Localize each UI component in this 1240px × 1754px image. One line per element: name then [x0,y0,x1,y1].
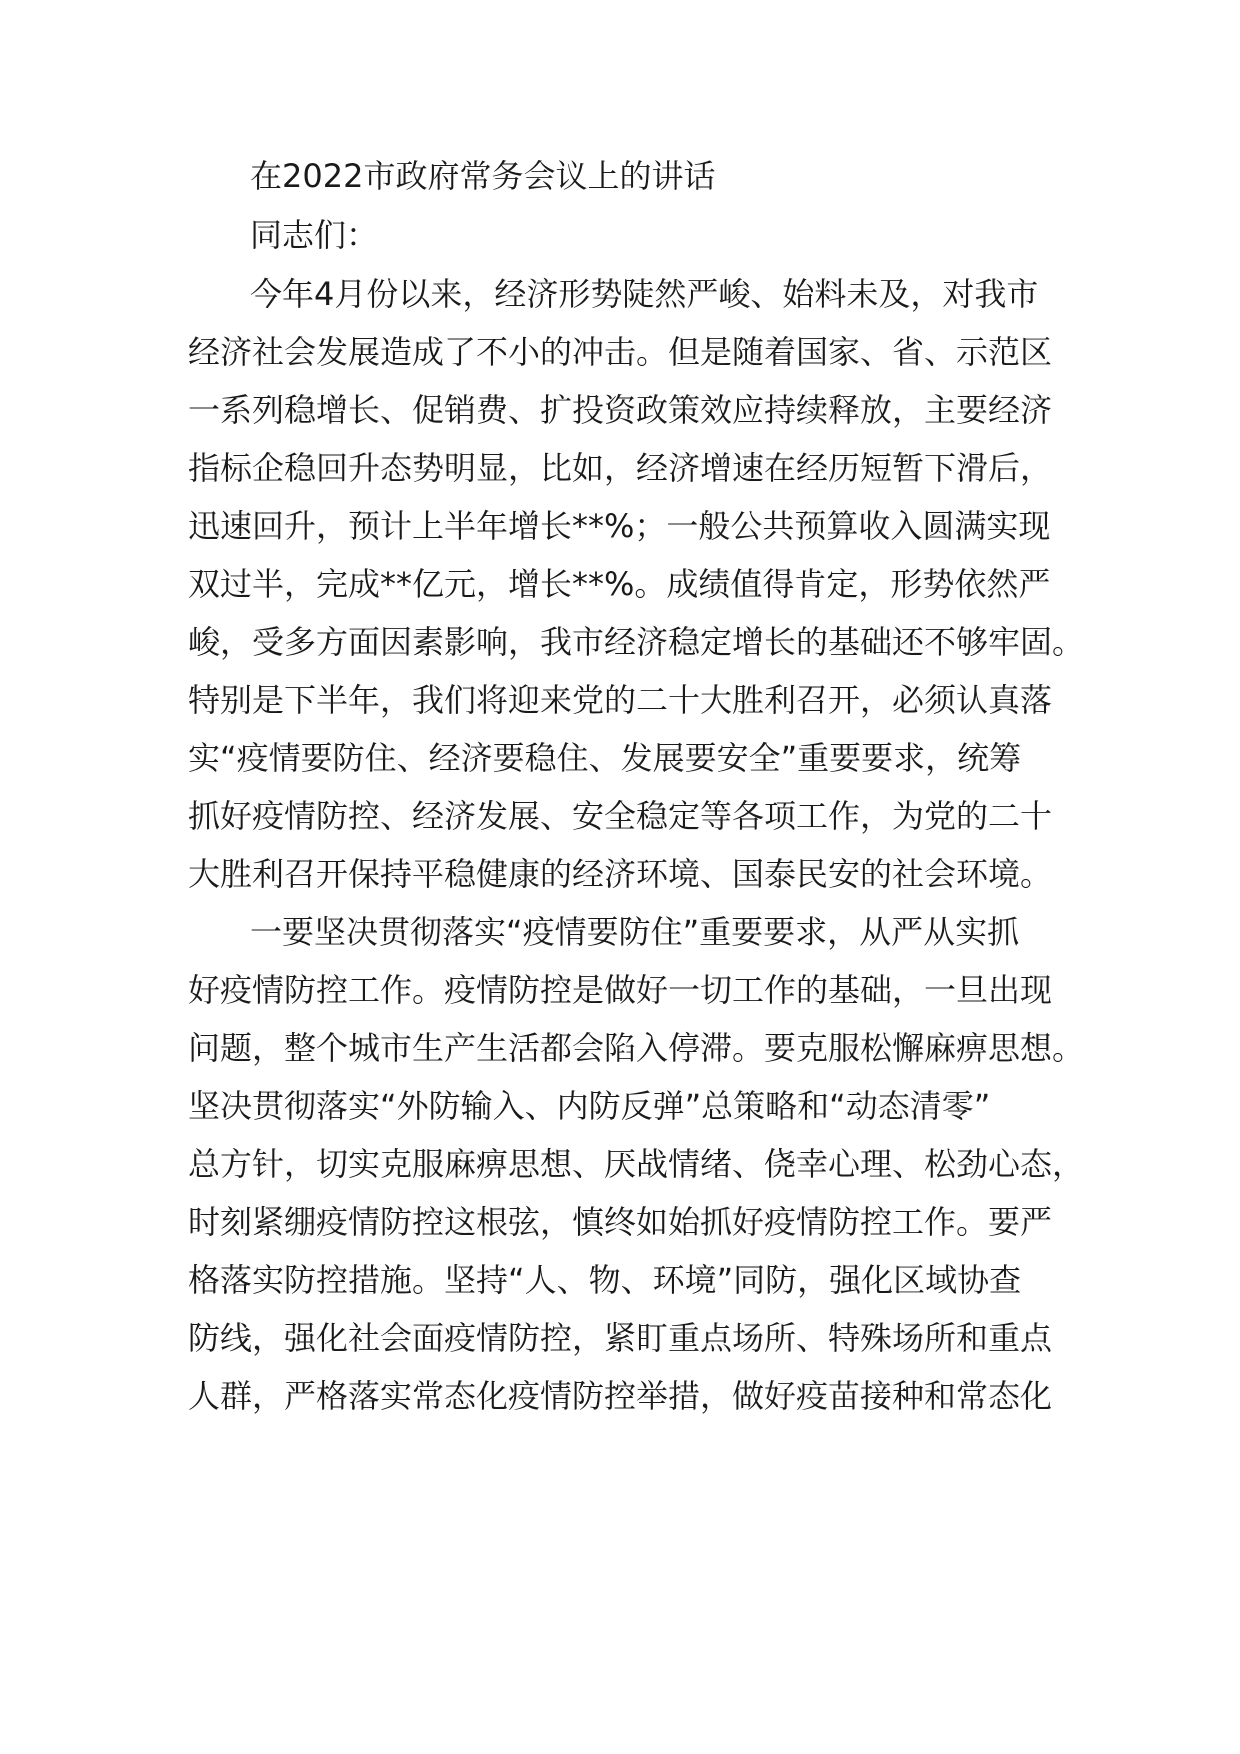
paragraph-line: 经济社会发展造成了不小的冲击。但是随着国家、省、示范区 [188,333,1053,371]
paragraph-line: 大胜利召开保持平稳健康的经济环境、国泰民安的社会环境。 [188,855,1053,893]
paragraph-line: 人群，严格落实常态化疫情防控举措，做好疫苗接种和常态化 [188,1377,1053,1415]
paragraph-line: 双过半，完成**亿元，增长**%。成绩值得肯定，形势依然严 [188,565,1051,603]
paragraph-line: 一要坚决贯彻落实“疫情要防住”重要要求，从严从实抓 [250,913,1020,951]
paragraph-line: 峻，受多方面因素影响，我市经济稳定增长的基础还不够牢固。 [188,623,1085,661]
paragraph-line: 抓好疫情防控、经济发展、安全稳定等各项工作，为党的二十 [188,797,1053,835]
paragraph-line: 迅速回升，预计上半年增长**%；一般公共预算收入圆满实现 [188,507,1051,545]
paragraph-line: 总方针，切实克服麻痹思想、厌战情绪、侥幸心理、松劲心态， [188,1145,1085,1183]
paragraph-line: 问题，整个城市生产生活都会陷入停滞。要克服松懈麻痹思想。 [188,1029,1085,1067]
paragraph-line: 一系列稳增长、促销费、扩投资政策效应持续释放，主要经济 [188,391,1053,429]
paragraph-line: 实“疫情要防住、经济要稳住、发展要安全”重要要求，统筹 [188,739,1022,777]
paragraph-line: 指标企稳回升态势明显，比如，经济增速在经历短暂下滑后， [188,449,1053,487]
paragraph-line: 时刻紧绷疫情防控这根弦，慎终如始抓好疫情防控工作。要严 [188,1203,1053,1241]
paragraph-line: 特别是下半年，我们将迎来党的二十大胜利召开，必须认真落 [188,681,1053,719]
paragraph-line: 坚决贯彻落实“外防输入、内防反弹”总策略和“动态清零” [188,1087,991,1125]
document-title: 在2022市政府常务会议上的讲话 [250,157,716,195]
paragraph-line: 好疫情防控工作。疫情防控是做好一切工作的基础，一旦出现 [188,971,1053,1009]
salutation: 同志们： [250,216,379,254]
paragraph-line: 格落实防控措施。坚持“人、物、环境”同防，强化区域协查 [188,1261,1022,1299]
paragraph-line: 今年4月份以来，经济形势陡然严峻、始料未及，对我市 [250,275,1039,313]
paragraph-line: 防线，强化社会面疫情防控，紧盯重点场所、特殊场所和重点 [188,1319,1053,1357]
